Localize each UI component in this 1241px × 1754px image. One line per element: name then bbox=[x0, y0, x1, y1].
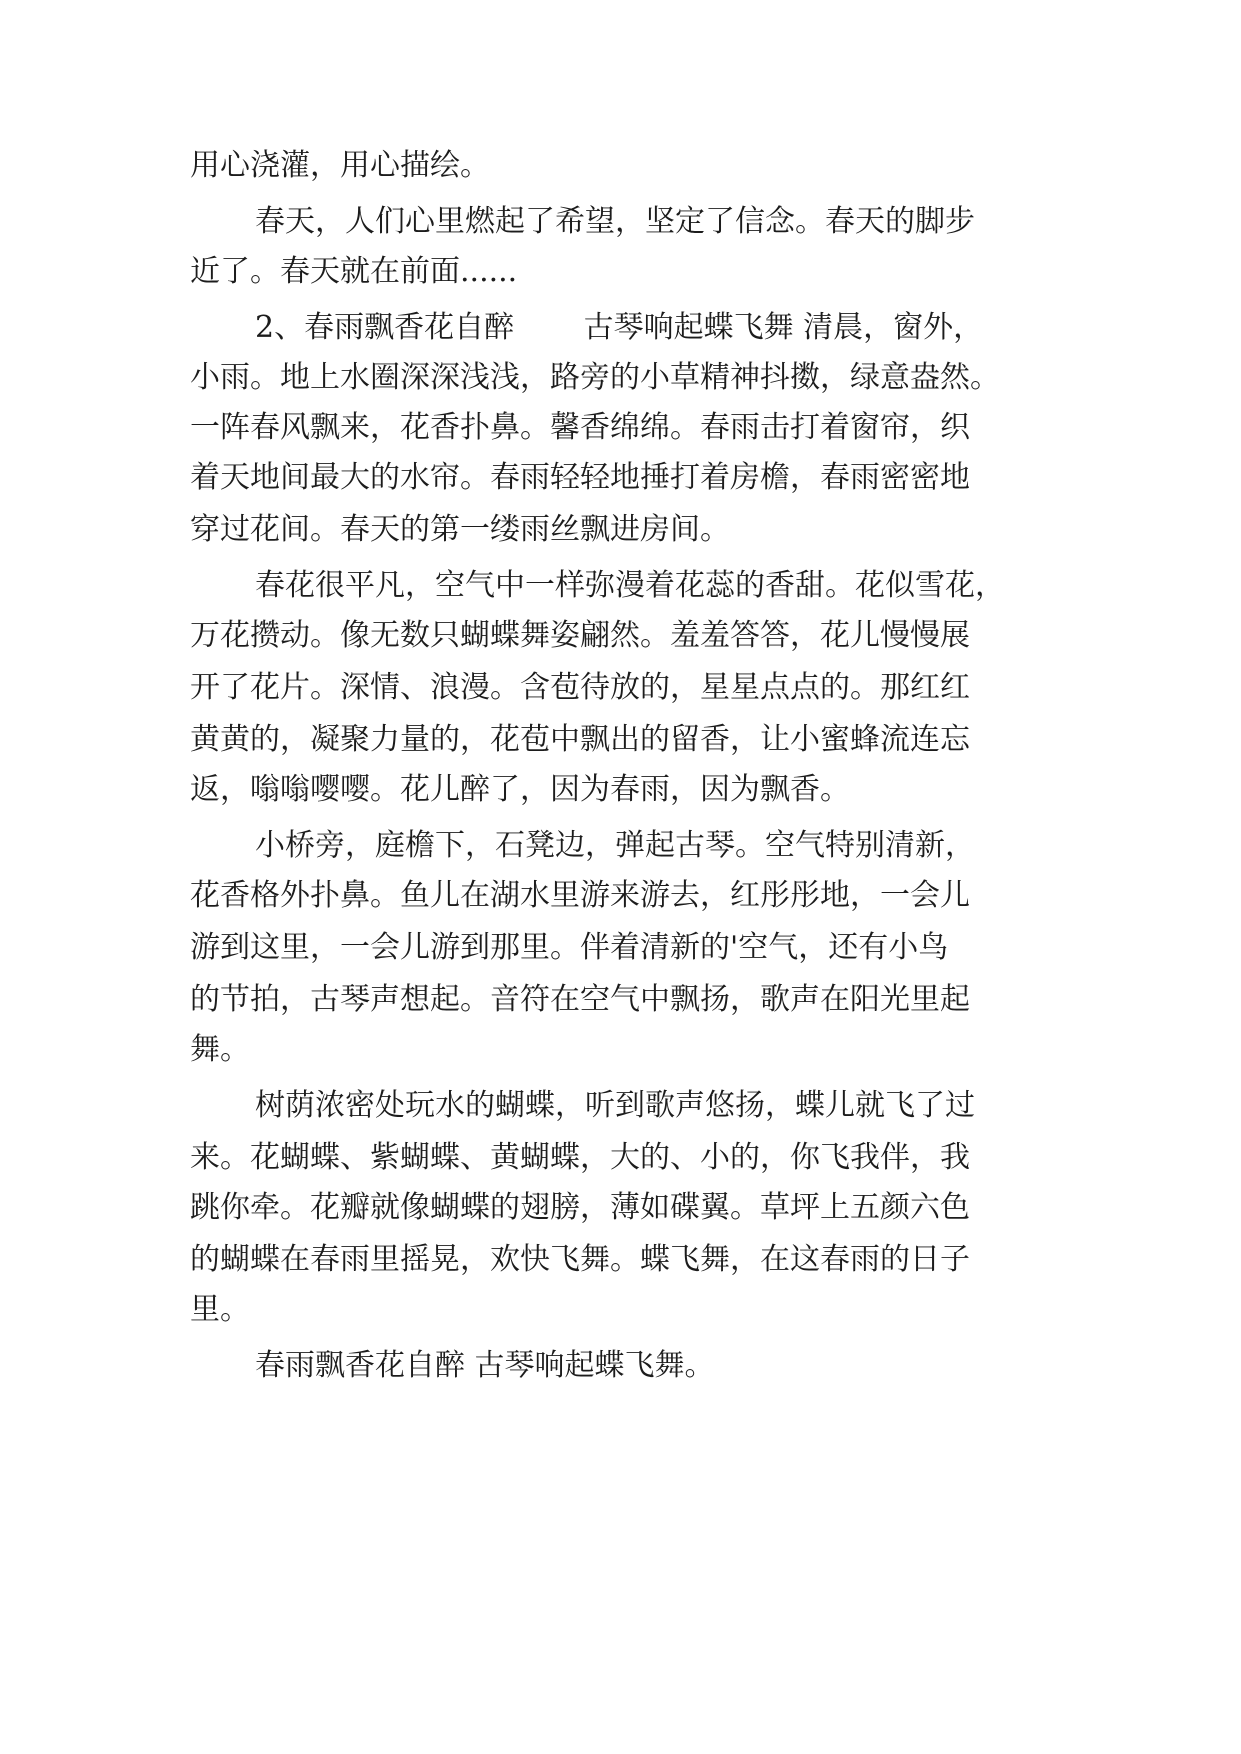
text-line: 来。花蝴蝶、紫蝴蝶、黄蝴蝶，大的、小的，你飞我伴，我 bbox=[190, 1140, 970, 1175]
text-line: 树荫浓密处玩水的蝴蝶，听到歌声悠扬，蝶儿就飞了过 bbox=[255, 1088, 975, 1123]
text-line: 开了花片。深情、浪漫。含苞待放的，星星点点的。那红红 bbox=[190, 670, 970, 705]
text-line: 游到这里，一会儿游到那里。伴着清新的'空气，还有小鸟 bbox=[190, 930, 949, 965]
text-line: 近了。春天就在前面...... bbox=[190, 254, 518, 289]
text-line: 万花攒动。像无数只蝴蝶舞姿翩然。羞羞答答，花儿慢慢展 bbox=[190, 618, 970, 653]
text-line: 用心浇灌，用心描绘。 bbox=[190, 148, 490, 183]
text-line: 的蝴蝶在春雨里摇晃，欢快飞舞。蝶飞舞，在这春雨的日子 bbox=[190, 1242, 970, 1277]
text-line: 的节拍，古琴声想起。音符在空气中飘扬，歌声在阳光里起 bbox=[190, 982, 970, 1017]
text-line: 花香格外扑鼻。鱼儿在湖水里游来游去，红彤彤地，一会儿 bbox=[190, 878, 970, 913]
text-line: 着天地间最大的水帘。春雨轻轻地捶打着房檐，春雨密密地 bbox=[190, 460, 970, 495]
text-line: 小桥旁，庭檐下，石凳边，弹起古琴。空气特别清新， bbox=[255, 828, 975, 863]
text-line: 跳你牵。花瓣就像蝴蝶的翅膀，薄如碟翼。草坪上五颜六色 bbox=[190, 1190, 970, 1225]
text-line: 返，嗡嗡嘤嘤。花儿醉了，因为春雨，因为飘香。 bbox=[190, 772, 850, 807]
text-line: 里。 bbox=[190, 1292, 250, 1327]
text-line: 舞。 bbox=[190, 1032, 250, 1067]
text-line: 春天，人们心里燃起了希望，坚定了信念。春天的脚步 bbox=[255, 204, 975, 239]
text-line: 小雨。地上水圈深深浅浅，路旁的小草精神抖擞，绿意盎然。 bbox=[190, 360, 1000, 395]
text-line: 春花很平凡，空气中一样弥漫着花蕊的香甜。花似雪花， bbox=[255, 568, 1005, 603]
text-line: 穿过花间。春天的第一缕雨丝飘进房间。 bbox=[190, 512, 730, 547]
text-line: 一阵春风飘来，花香扑鼻。馨香绵绵。春雨击打着窗帘，织 bbox=[190, 410, 970, 445]
text-line: 2、春雨飘香花自醉 古琴响起蝶飞舞 清晨，窗外， bbox=[255, 310, 984, 345]
text-line: 春雨飘香花自醉 古琴响起蝶飞舞。 bbox=[255, 1348, 715, 1383]
text-line: 黄黄的，凝聚力量的，花苞中飘出的留香，让小蜜蜂流连忘 bbox=[190, 722, 970, 757]
